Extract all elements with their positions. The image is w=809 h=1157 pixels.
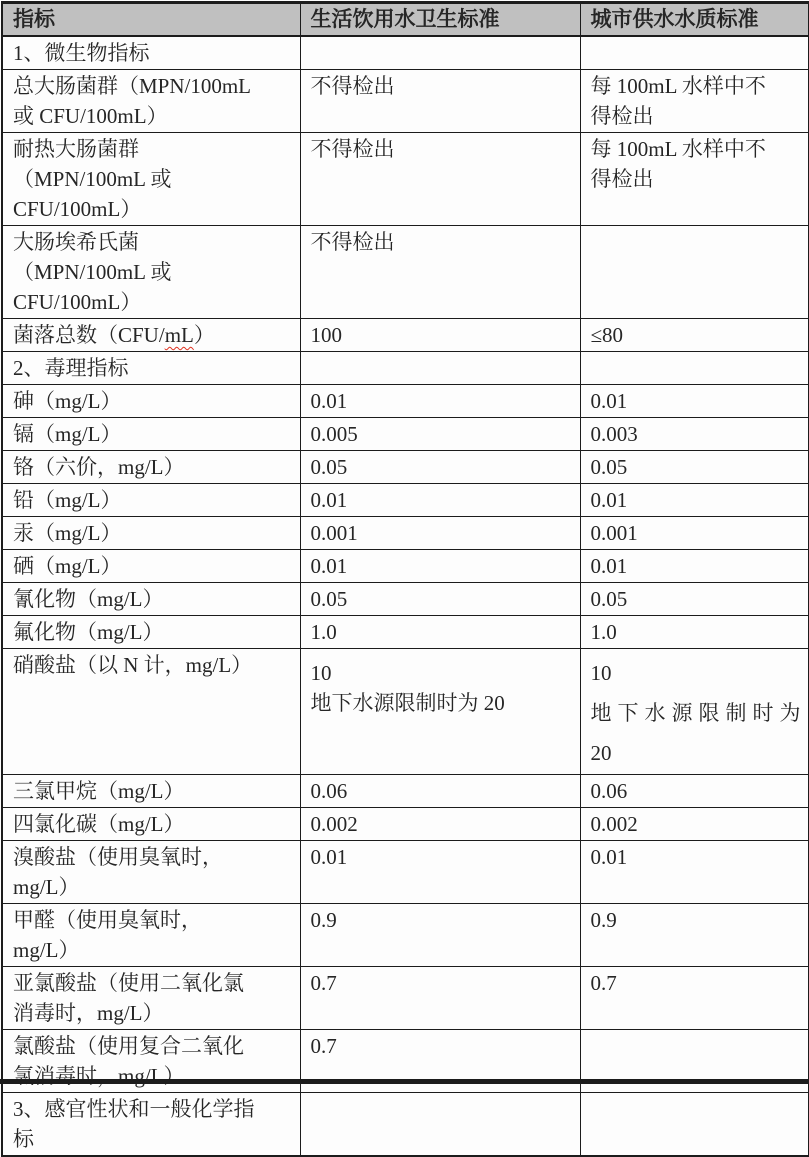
water-quality-standards-table	[1, 1, 809, 1157]
column-header-drinking-water-hygiene-standard: 生活饮用水卫生标准	[300, 3, 580, 37]
indicator-cell: 镉（mg/L）	[2, 418, 300, 451]
table-row	[2, 1093, 809, 1157]
urban-water-standard-value-cell	[580, 1093, 809, 1157]
drinking-water-standard-value-cell: 0.01	[300, 550, 580, 583]
drinking-water-standard-value-cell: 0.01	[300, 385, 580, 418]
urban-water-standard-value-cell: 0.01	[580, 550, 809, 583]
drinking-water-standard-value-cell: 1.0	[300, 616, 580, 649]
indicator-cell: 氟化物（mg/L）	[2, 616, 300, 649]
indicator-cell: 3、感官性状和一般化学指 标	[2, 1093, 300, 1157]
column-header-urban-water-supply-quality-standard: 城市供水水质标准	[580, 3, 809, 37]
urban-water-standard-value-cell: 0.001	[580, 517, 809, 550]
drinking-water-standard-value-cell: 0.7	[300, 967, 580, 1030]
drinking-water-standard-value-cell: 不得检出	[300, 226, 580, 319]
urban-water-standard-value-cell: 0.06	[580, 775, 809, 808]
indicator-cell: 亚氯酸盐（使用二氧化氯 消毒时，mg/L）	[2, 967, 300, 1030]
table-row	[2, 1030, 809, 1093]
table-row	[2, 226, 809, 319]
urban-water-standard-value-cell: 每 100mL 水样中不 得检出	[580, 70, 809, 133]
table-row	[2, 36, 809, 70]
table-row	[2, 70, 809, 133]
table-row	[2, 583, 809, 616]
drinking-water-standard-value-cell: 10 地下水源限制时为 20	[300, 649, 580, 775]
indicator-cell: 硝酸盐（以 N 计，mg/L）	[2, 649, 300, 775]
indicator-cell: 铅（mg/L）	[2, 484, 300, 517]
indicator-cell: 总大肠菌群（MPN/100mL 或 CFU/100mL）	[2, 70, 300, 133]
indicator-cell: 三氯甲烷（mg/L）	[2, 775, 300, 808]
urban-water-standard-value-cell: 0.05	[580, 583, 809, 616]
indicator-cell: 菌落总数（CFU/mL）	[2, 319, 300, 352]
table-row	[2, 352, 809, 385]
indicator-cell: 铬（六价，mg/L）	[2, 451, 300, 484]
urban-water-standard-value-cell: 每 100mL 水样中不 得检出	[580, 133, 809, 226]
table-row	[2, 451, 809, 484]
column-header-indicator: 指标	[2, 3, 300, 37]
urban-water-standard-value-cell: 0.01	[580, 841, 809, 904]
drinking-water-standard-value-cell: 0.001	[300, 517, 580, 550]
indicator-cell: 溴酸盐（使用臭氧时， mg/L）	[2, 841, 300, 904]
table-row	[2, 841, 809, 904]
drinking-water-standard-value-cell: 0.01	[300, 841, 580, 904]
indicator-cell: 四氯化碳（mg/L）	[2, 808, 300, 841]
indicator-cell: 汞（mg/L）	[2, 517, 300, 550]
table-row	[2, 967, 809, 1030]
urban-water-standard-value-cell	[580, 226, 809, 319]
drinking-water-standard-value-cell: 0.7	[300, 1030, 580, 1093]
drinking-water-standard-value-cell	[300, 352, 580, 385]
table-row	[2, 385, 809, 418]
spellcheck-wavy-underline: mL	[164, 323, 194, 347]
table-row	[2, 775, 809, 808]
document-page	[0, 1, 809, 1151]
indicator-cell: 1、微生物指标	[2, 36, 300, 70]
urban-water-standard-value-cell: 10 地下水源限制时为 20	[580, 649, 809, 775]
table-row	[2, 808, 809, 841]
table-row	[2, 517, 809, 550]
drinking-water-standard-value-cell: 0.06	[300, 775, 580, 808]
urban-water-standard-value-cell: 0.7	[580, 967, 809, 1030]
table-row	[2, 616, 809, 649]
table-row	[2, 418, 809, 451]
indicator-cell: 耐热大肠菌群 （MPN/100mL 或 CFU/100mL）	[2, 133, 300, 226]
drinking-water-standard-value-cell: 0.002	[300, 808, 580, 841]
drinking-water-standard-value-cell: 0.01	[300, 484, 580, 517]
indicator-cell: 氯酸盐（使用复合二氧化 氯消毒时，mg/L）	[2, 1030, 300, 1093]
drinking-water-standard-value-cell: 不得检出	[300, 133, 580, 226]
indicator-cell: 砷（mg/L）	[2, 385, 300, 418]
drinking-water-standard-value-cell: 100	[300, 319, 580, 352]
indicator-cell: 甲醛（使用臭氧时， mg/L）	[2, 904, 300, 967]
urban-water-standard-value-cell: 0.003	[580, 418, 809, 451]
table-row	[2, 133, 809, 226]
urban-water-standard-value-cell: 0.01	[580, 385, 809, 418]
indicator-cell: 硒（mg/L）	[2, 550, 300, 583]
table-row	[2, 649, 809, 775]
drinking-water-standard-value-cell: 0.05	[300, 583, 580, 616]
urban-water-standard-value-cell	[580, 352, 809, 385]
urban-water-standard-value-cell: 0.9	[580, 904, 809, 967]
indicator-cell: 大肠埃希氏菌 （MPN/100mL 或 CFU/100mL）	[2, 226, 300, 319]
header-row	[2, 3, 809, 37]
urban-water-standard-value-cell: 0.01	[580, 484, 809, 517]
urban-water-standard-value-cell	[580, 36, 809, 70]
table-row	[2, 550, 809, 583]
urban-water-standard-value-cell	[580, 1030, 809, 1093]
urban-water-standard-value-cell: 0.002	[580, 808, 809, 841]
urban-water-standard-value-cell: 1.0	[580, 616, 809, 649]
drinking-water-standard-value-cell: 不得检出	[300, 70, 580, 133]
indicator-cell: 氰化物（mg/L）	[2, 583, 300, 616]
drinking-water-standard-value-cell: 0.9	[300, 904, 580, 967]
indicator-cell: 2、毒理指标	[2, 352, 300, 385]
drinking-water-standard-value-cell: 0.005	[300, 418, 580, 451]
drinking-water-standard-value-cell: 0.05	[300, 451, 580, 484]
table-row	[2, 319, 809, 352]
drinking-water-standard-value-cell	[300, 1093, 580, 1157]
drinking-water-standard-value-cell	[300, 36, 580, 70]
table-body	[2, 36, 809, 1156]
table-row	[2, 484, 809, 517]
table-row	[2, 904, 809, 967]
urban-water-standard-value-cell: 0.05	[580, 451, 809, 484]
urban-water-standard-value-cell: ≤80	[580, 319, 809, 352]
